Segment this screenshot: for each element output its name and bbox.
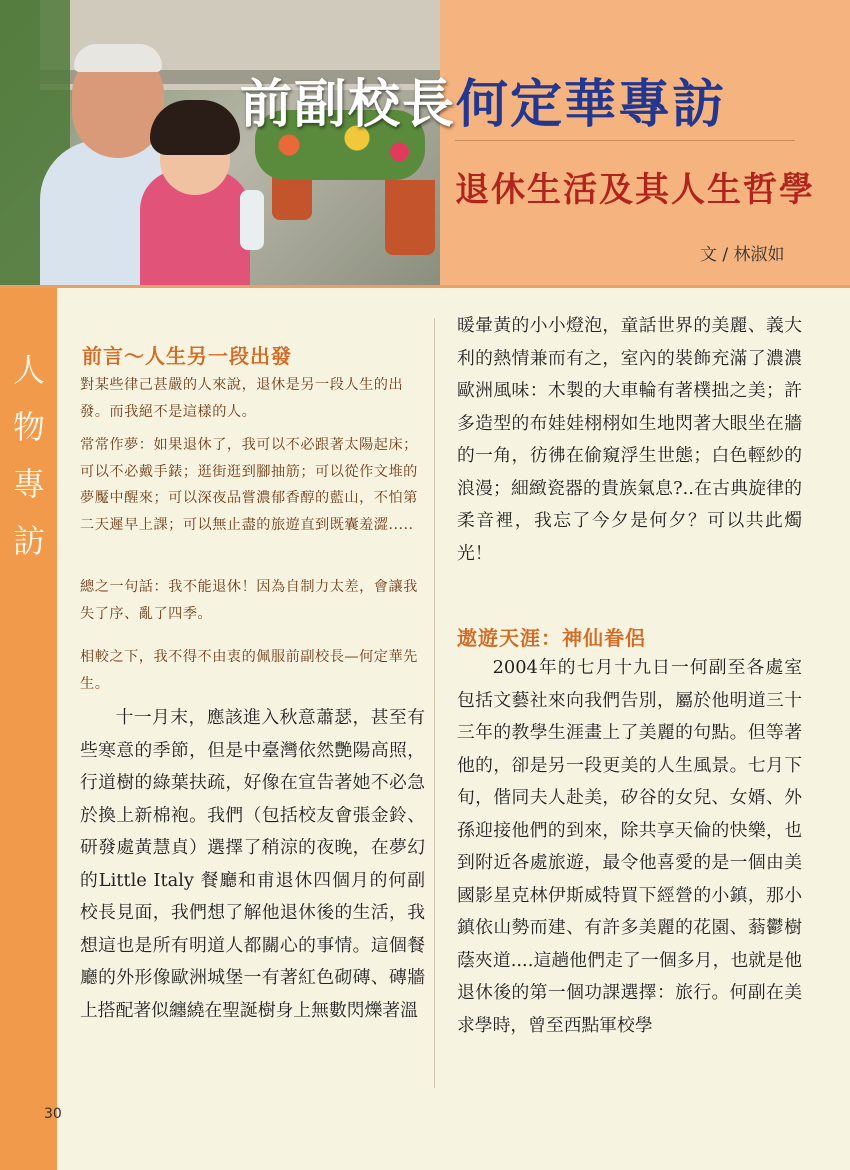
intro-paragraph: 相較之下，我不得不由衷的佩服前副校長—何定華先生。 [80, 649, 418, 692]
page-number: 30 [44, 1106, 62, 1122]
header-panel [440, 0, 850, 285]
flower-pot-2 [385, 180, 435, 255]
title-part-1: 前副校長 [240, 75, 457, 135]
header-photo [0, 0, 440, 285]
article-subtitle: 退休生活及其人生哲學 [455, 170, 815, 210]
child-hair [150, 100, 240, 155]
spray-bottle [240, 190, 264, 250]
side-char: 訪 [12, 522, 45, 560]
intro-paragraph: 總之一句話：我不能退休！因為自制力太差，會讓我失了序、亂了四季。 [80, 579, 418, 622]
header-divider [0, 285, 850, 288]
body-paragraph: 2004年的七月十九日一何副至各處室包括文藝社來向我們告別，屬於他明道三十三年的教學生涯畫上了美麗的句點。但等著他的，卻是另一段更美的人生風景。七月下旬，偕同夫人赴美，矽谷的女兒、女婿、外孫迎接他們的到來，除共享天倫的快樂，也到附近各處旅遊，最令他喜愛的是一個由美國影星克林伊斯威特買下經營的小鎮，那小鎮依山勢而建、有許多美麗的花園、蓊鬱樹蔭夾道....這趟他們走了一個多月，也就是他退休後的第一個功課選擇：旅行。何副在美求學時，曾至西點軍校學 [457, 657, 802, 1036]
article-title [240, 62, 726, 137]
title-rule [455, 140, 795, 141]
intro-paragraph: 常常作夢：如果退休了，我可以不必跟著太陽起床；可以不必戴手錶；逛街逛到腳抽筋；可以從作文堆的夢魘中醒來；可以深夜品嘗濃郁香醇的藍山，不怕第二天遲早上課；可以無止盡的旅遊直到既囊羞澀..... [80, 437, 418, 533]
column-divider [434, 318, 435, 1088]
byline: 文 / 林淑如 [700, 245, 785, 265]
section-heading-travel: 遨遊天涯：神仙眷侶 [457, 626, 646, 650]
side-char: 物 [12, 408, 45, 446]
body-paragraph: 暖暈黃的小小燈泡，童話世界的美麗、義大利的熱情兼而有之，室內的裝飾充滿了濃濃歐洲風味：木製的大車輪有著樸拙之美；許多造型的布娃娃栩栩如生地閃著大眼坐在牆的一角，彷彿在偷窺浮生世態；白色輕紗的浪漫；細緻瓷器的貴族氣息?..在古典旋律的柔音裡，我忘了今夕是何夕？可以共此燭光！ [457, 315, 802, 564]
section-category-label [12, 342, 46, 570]
section-heading-intro: 前言～人生另一段出發 [82, 344, 292, 368]
man-hair [74, 44, 162, 72]
body-paragraph: 十一月末，應該進入秋意蕭瑟，甚至有些寒意的季節，但是中臺灣依然艷陽高照，行道樹的綠葉扶疏，好像在宣告著她不必急於換上新棉袍。我們（包括校友會張金鈴、研發處黃慧貞）選擇了稍涼的夜晚，在夢幻的Little Italy 餐廳和甫退休四個月的何副校長見面，我們想了解他退休後的生活，我想這也是所有明道人都關心的事情。這個餐廳的外形像歐洲城堡一有著紅色砌磚、磚牆上搭配著似纏繞在聖誕樹身上無數閃爍著溫 [80, 707, 425, 1021]
intro-paragraph: 對某些律己甚嚴的人來說，退休是另一段人生的出發。而我絕不是這樣的人。 [80, 377, 404, 420]
side-char: 專 [12, 465, 45, 503]
title-part-2: 何定華專訪 [456, 75, 727, 135]
side-char: 人 [12, 351, 45, 389]
